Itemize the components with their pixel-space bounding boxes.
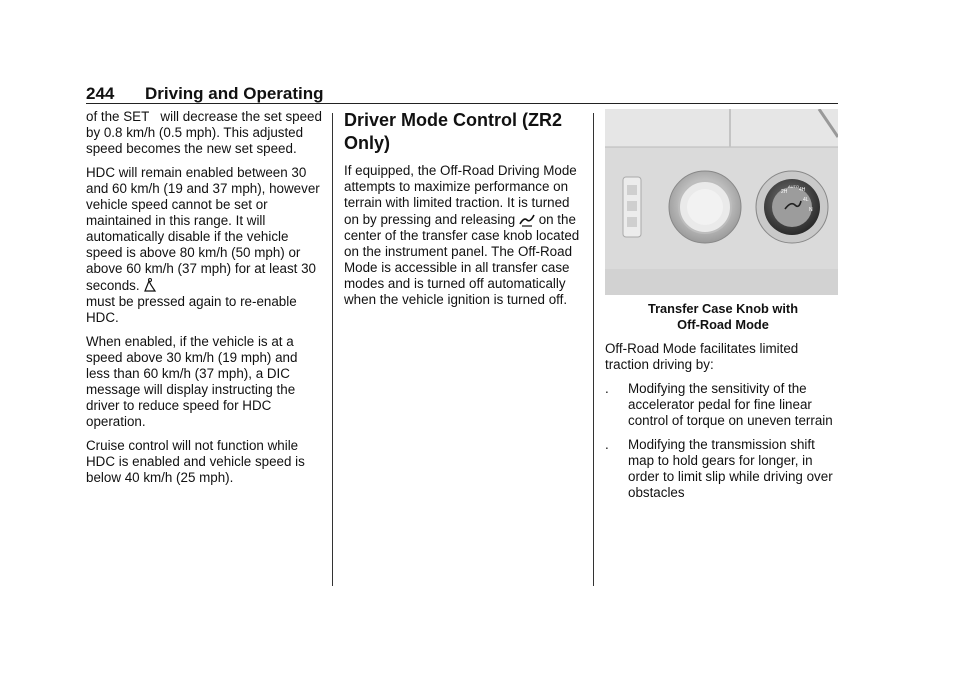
paragraph-hdc-enabled <box>86 165 322 326</box>
knob-label-4l: 4L <box>803 197 809 203</box>
paragraph-cruise-control: Cruise control will not function while HDC is enabled and vehicle speed is below 40 km/h (25 mph). <box>86 438 305 485</box>
figure-caption <box>605 301 841 333</box>
hill-descent-icon <box>143 277 157 293</box>
column-1 <box>86 109 322 494</box>
page-number: 244 <box>86 84 115 103</box>
bullet-list <box>605 381 841 501</box>
caption-line-2: Off-Road Mode <box>677 317 769 332</box>
off-road-text-2: on the center of the transfer case knob located on the instrument panel. The Off-Road Mode is accessible in all transfer case modes and is turned off automatically when the vehicle ignition is turned off. <box>344 212 580 307</box>
section-title: Driving and Operating <box>145 84 324 103</box>
page-header <box>86 84 838 104</box>
paragraph-dic-message: When enabled, if the vehicle is at a speed above 30 km/h (19 mph) and less than 60 km/h (37 mph), a DIC message will display instructing the driver to reduce speed for HDC operation. <box>86 334 298 429</box>
section-heading: Driver Mode Control (ZR2 Only) <box>344 110 563 153</box>
caption-line-1: Transfer Case Knob with <box>647 301 799 316</box>
knob-label-n: N <box>809 207 813 213</box>
bullet-marker: . <box>605 381 609 396</box>
list-item <box>605 437 841 501</box>
column-3 <box>605 109 841 509</box>
bullet-text: Modifying the sensitivity of the accelerator pedal for fine linear control of torque on uneven terrain <box>628 381 833 428</box>
column-divider-1 <box>332 113 333 586</box>
bullet-text: Modifying the transmission shift map to hold gears for longer, in order to limit slip while driving over obstacles <box>628 437 833 500</box>
hdc-enabled-text: HDC will remain enabled between 30 and 60 km/h (19 and 37 mph), however vehicle speed cannot be set or maintained in this range. It will automatically disable if the vehicle speed is above 80 km/h (50 mph) or above 60 km/h (37 mph) for at least 30 seconds. <box>86 165 320 293</box>
list-item <box>605 381 841 429</box>
knob-label-4h: 4H <box>799 187 806 193</box>
transfer-case-knob-photo <box>605 109 838 295</box>
paragraph-off-road-mode <box>344 163 580 308</box>
knob-label-auto: AUTO <box>788 184 800 189</box>
header-row <box>86 84 838 104</box>
hdc-reenable-text: must be pressed again to re-enable HDC. <box>86 294 297 325</box>
knob-illustration <box>605 109 838 295</box>
paragraph-set-speed: of the SET will decrease the set speed by 0.8 km/h (0.5 mph). This adjusted speed becomes the new set speed. <box>86 109 322 156</box>
off-road-text-1: If equipped, the Off-Road Driving Mode attempts to maximize performance on terrain with limited traction. It is turned on by pressing and releasing <box>344 163 577 227</box>
bullet-marker: . <box>605 437 609 452</box>
header-rule <box>86 103 838 104</box>
column-divider-2 <box>593 113 594 586</box>
paragraph-off-road-intro: Off-Road Mode facilitates limited traction driving by: <box>605 341 799 372</box>
knob-label-2h: 2H <box>781 189 788 195</box>
off-road-mode-icon <box>519 211 535 227</box>
column-2 <box>344 109 580 316</box>
